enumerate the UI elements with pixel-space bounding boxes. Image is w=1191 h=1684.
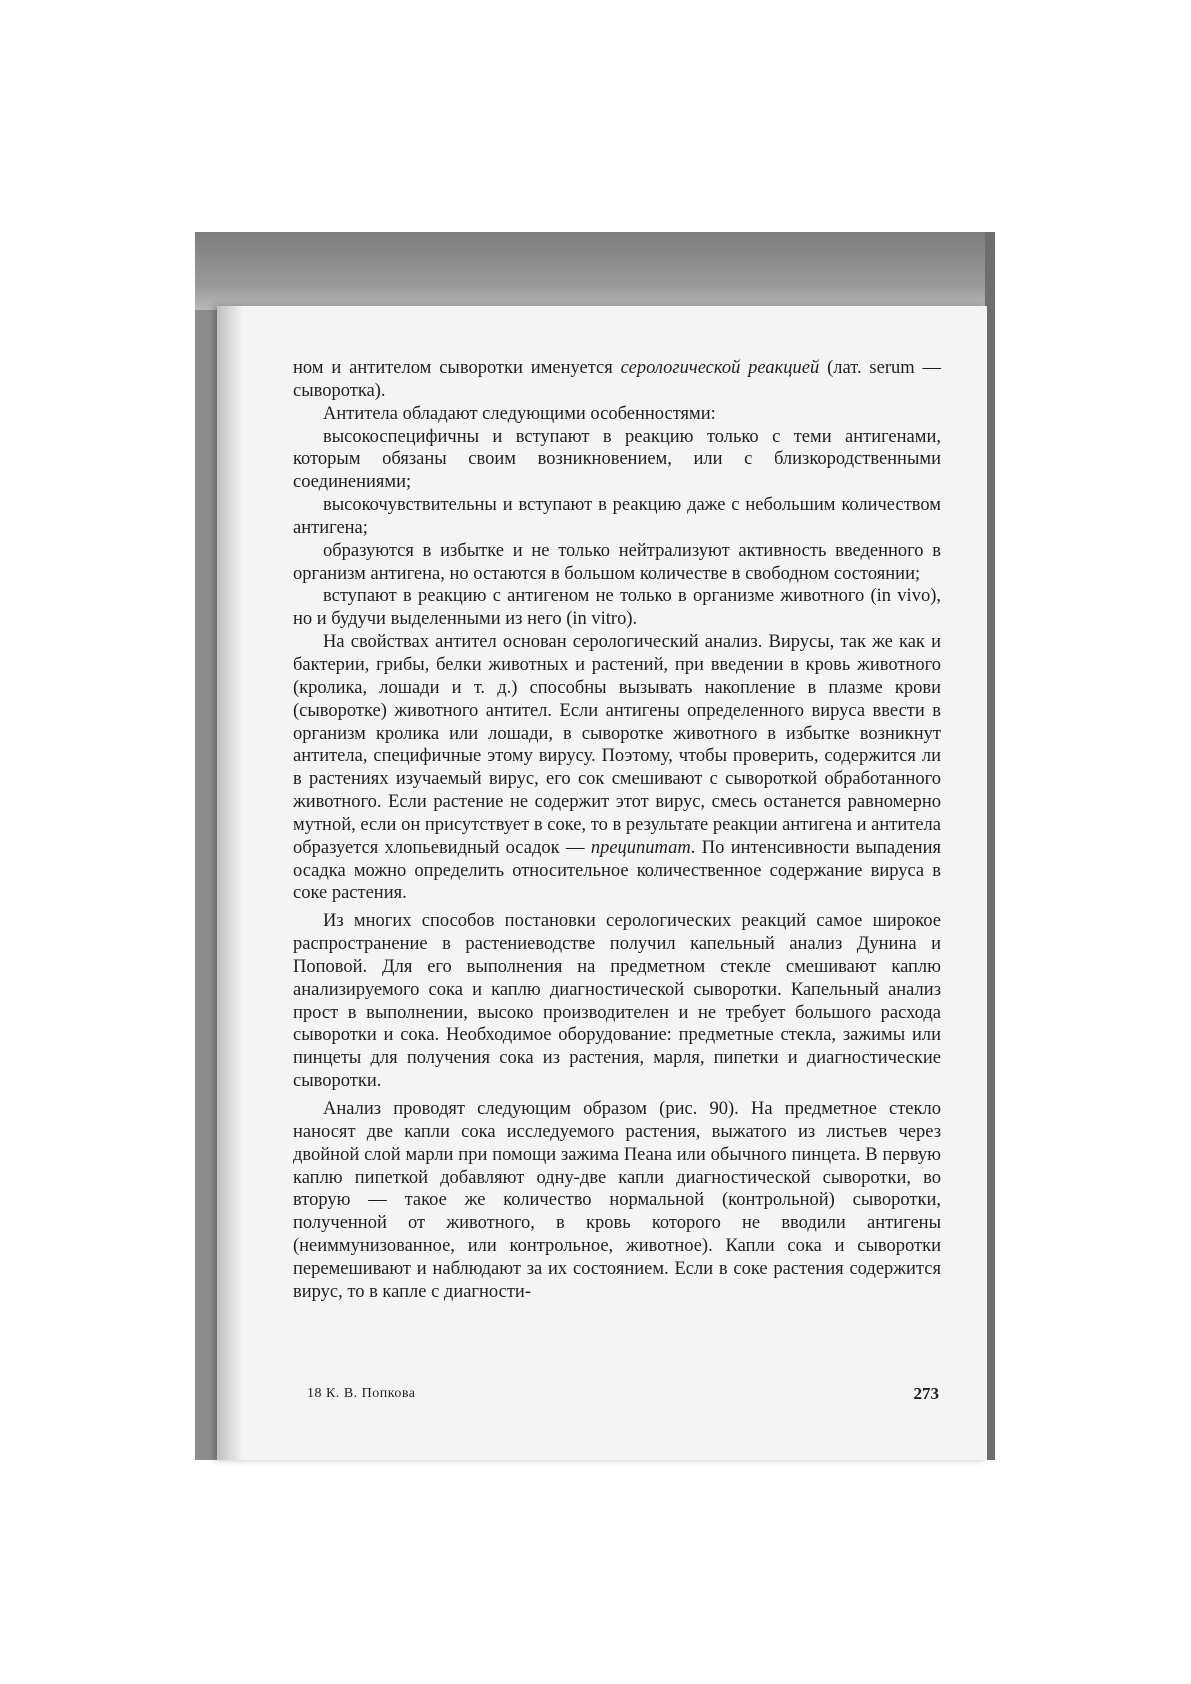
paragraph [293,426,941,495]
paragraph [293,494,941,540]
paragraph [293,910,941,1093]
paragraph [293,631,941,905]
page-number: 273 [913,1384,939,1403]
text-run: вступают в реакцию с антигеном не только в организме животного (in vivo), но и будучи выделенными из него (in vitro). [293,586,941,630]
text-run: . По интенсивности выпадения осадка можно определить относительное количественное содержание вируса в соке растения. [293,837,941,904]
paragraph [293,357,941,403]
text-run: Антитела обладают следующими особенностями: [323,403,716,424]
scan-top-shadow [195,232,995,310]
italic-term: серологической реакцией [620,358,820,378]
text-run: Из многих способов постановки серологических реакций самое широкое распространение в растениеводстве получил капельный анализ Дунина и Поповой. Для его выполнения на предметном стекле смешивают каплю анализируемого сока и каплю диагностической сыворотки. Капельный анализ прост в выполнении, высоко производителен и не требует большого расхода сыворотки и сока. Необходимое оборудование: предметные стекла, зажимы или пинцеты для получения сока из растения, марля, пипетки и диагностические сыворотки. [293,911,941,1092]
text-run: высокоспецифичны и вступают в реакцию только с теми антигенами, которым обязаны своим возникновением, или с близкородственными соединениями; [293,426,941,493]
paragraph [293,585,941,631]
paragraph [293,403,941,426]
text-run: (лат. serum — сыворотка). [293,358,941,401]
text-run: высокочувствительны и вступают в реакцию даже с небольшим количеством антигена; [293,495,941,538]
body-text [293,357,941,1304]
text-run: Анализ проводят следующим образом (рис. 90). На предметное стекло наносят две капли сока исследуемого растения, выжатого из листьев через двойной слой марли при помощи зажима Пеана или обычного пинцета. В первую каплю пипеткой добавляют одну-две капли диагностической сыворотки, во вторую — такое же количество нормальной (контрольной) сыворотки, полученной от животного, в кровь которого не вводили антигены (неиммунизованное, или контрольное, животное). Капли сока и сыворотки перемешивают и наблюдают за их состоянием. Если в соке растения содержится вирус, то в капле с диагности- [293,1099,941,1302]
paragraph [293,540,941,586]
italic-term: преципитат [590,837,691,858]
text-run: образуются в избытке и не только нейтрализуют активность введенного в организм антигена, но остаются в большом количестве в свободном состоянии; [293,540,941,584]
page-footer [293,1384,941,1408]
page-fold-shadow [217,306,243,1460]
signature-mark: 18 К. В. Попкова [307,1386,416,1401]
paragraph [293,1098,941,1304]
text-run: ном и антителом сыворотки именуется [293,358,621,378]
text-run: На свойствах антител основан серологический анализ. Вирусы, так же как и бактерии, грибы, белки животных и растений, при введении в кровь животного (кролика, лошади и т. д.) способны вызывать накопление в плазме крови (сыворотке) животного антител. Если антигены определенного вируса ввести в организм кролика или лошади, в сыворотке животного в избытке возникнут антитела, специфичные этому вирусу. Поэтому, чтобы проверить, содержится ли в растениях изучаемый вирус, его сок смешивают с сывороткой обработанного животного. Если растение не содержит этот вирус, смесь останется равномерно мутной, если он присутствует в соке, то в результате реакции антигена и антитела образуется хлопьевидный осадок — [293,632,941,858]
